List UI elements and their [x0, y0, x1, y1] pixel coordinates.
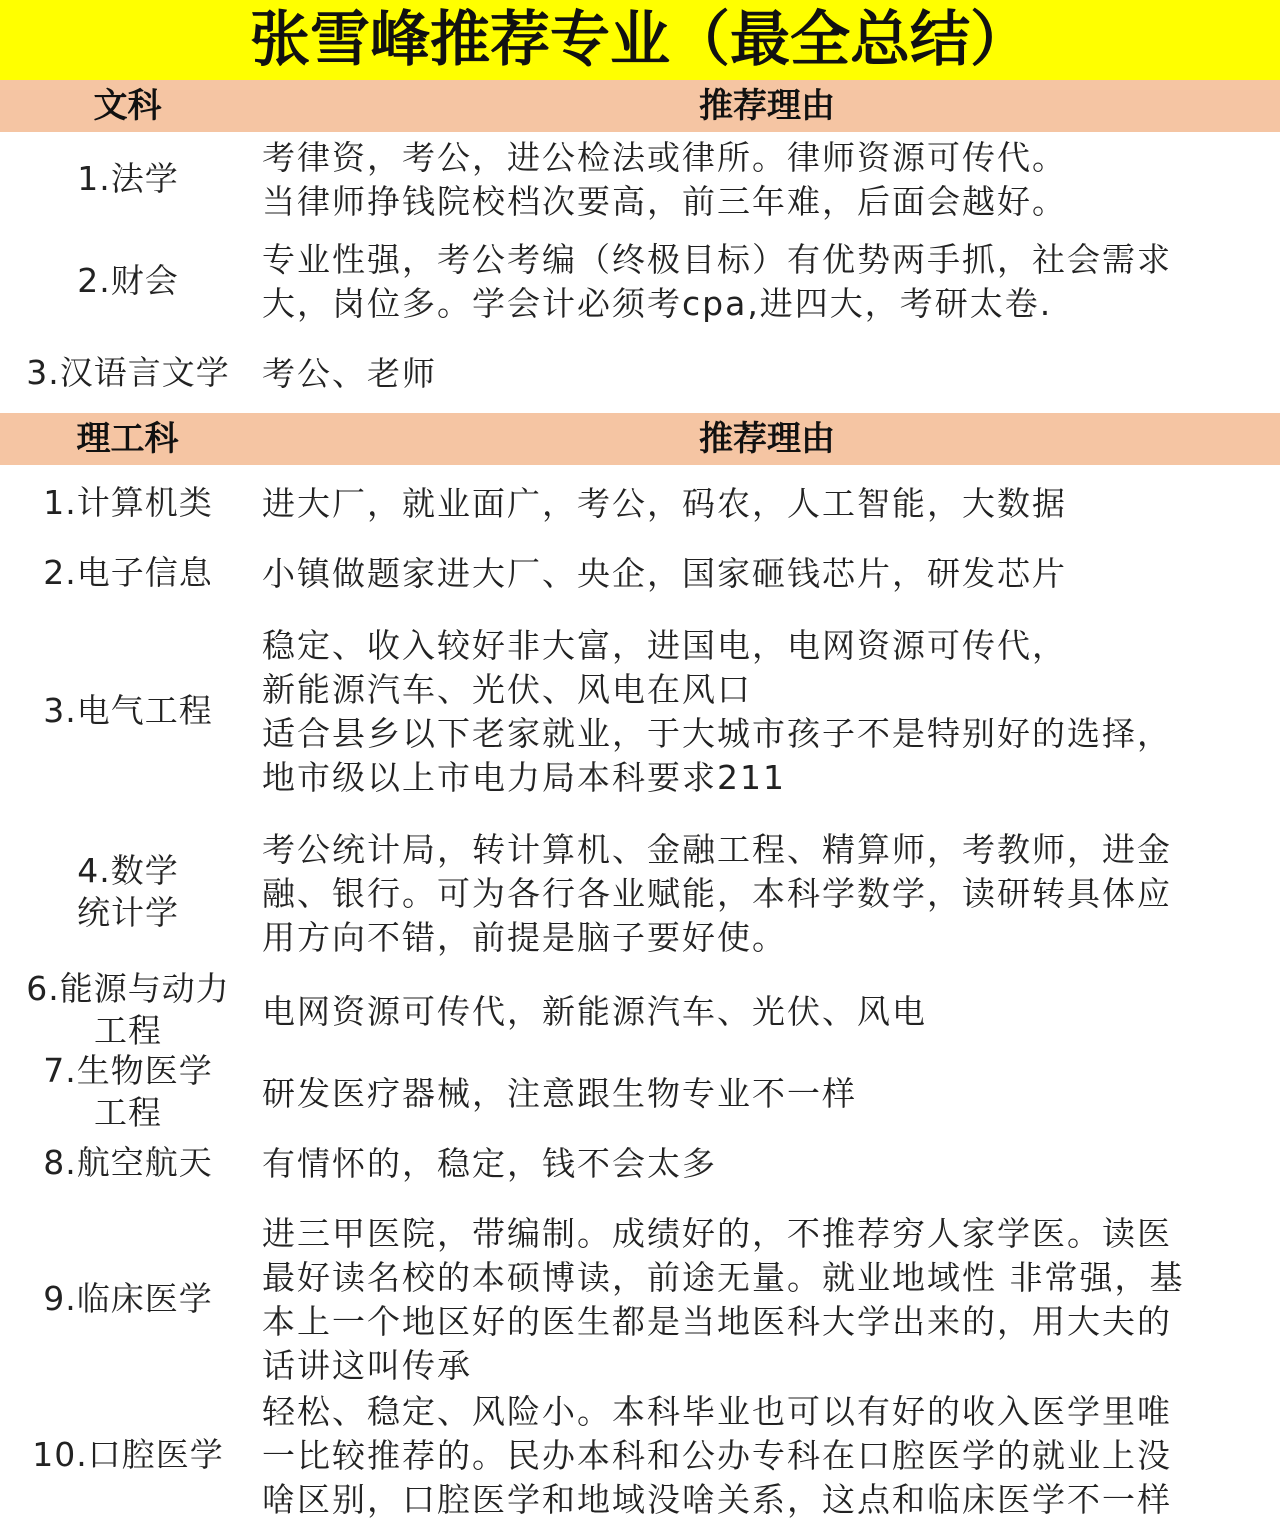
major-reason: 小镇做题家进大厂、央企，国家砸钱芯片，研发芯片: [262, 554, 1067, 593]
major-name: 10.口腔医学: [32, 1435, 224, 1474]
major-name: 3.汉语言文学: [26, 353, 230, 392]
major-reason: 考公统计局，转计算机、金融工程、精算师，考教师，进金 融、银行。可为各行各业赋能，本科学数学，读研转具体应 用方向不错，前提是脑子要好使。: [262, 830, 1172, 957]
header-reason-label: 推荐理由: [699, 419, 835, 459]
major-name: 7.生物医学 工程: [43, 1051, 213, 1132]
major-reason: 进三甲医院，带编制。成绩好的，不推荐穷人家学医。读医 最好读名校的本硕博读，前途无量。就业地域性 非常强，基 本上一个地区好的医生都是当地医科大学出来的，用大夫的 话讲这叫传承: [262, 1214, 1185, 1385]
major-name: 4.数学 统计学: [77, 851, 179, 932]
section-header-arts: [0, 80, 1280, 132]
major-reason: 轻松、稳定、风险小。本科毕业也可以有好的收入医学里唯 一比较推荐的。民办本科和公办专科在口腔医学的就业上没 啥区别，口腔医学和地域没啥关系，这点和临床医学不一样: [262, 1392, 1172, 1519]
major-name: 1.计算机类: [43, 483, 213, 522]
header-major-label: 理工科: [76, 419, 179, 459]
major-name: 8.航空航天: [43, 1143, 213, 1182]
major-name: 2.电子信息: [43, 553, 213, 592]
section-header-science: [0, 413, 1280, 465]
major-name: 2.财会: [77, 261, 179, 300]
major-name: 6.能源与动力 工程: [26, 969, 230, 1050]
major-reason: 考律资，考公，进公检法或律所。律师资源可传代。 当律师挣钱院校档次要高，前三年难，后面会越好。: [262, 138, 1067, 221]
header-major-label: 文科: [93, 86, 162, 126]
header-reason-label: 推荐理由: [699, 86, 835, 126]
major-reason: 研发医疗器械，注意跟生物专业不一样: [262, 1074, 857, 1113]
major-reason: 进大厂，就业面广，考公，码农，人工智能，大数据: [262, 484, 1067, 523]
major-name: 9.临床医学: [43, 1279, 213, 1318]
major-reason: 电网资源可传代，新能源汽车、光伏、风电: [262, 992, 927, 1031]
page-title: 张雪峰推荐专业（最全总结）: [0, 0, 1280, 80]
major-name: 3.电气工程: [43, 691, 213, 730]
major-reason: 稳定、收入较好非大富，进国电，电网资源可传代， 新能源汽车、光伏、风电在风口 适合县乡以下老家就业，于大城市孩子不是特别好的选择， 地市级以上市电力局本科要求211: [262, 626, 1172, 797]
major-reason: 专业性强，考公考编（终极目标）有优势两手抓，社会需求 大，岗位多。学会计必须考cpa,进四大，考研太卷.: [262, 240, 1172, 323]
major-reason: 有情怀的，稳定，钱不会太多: [262, 1144, 717, 1183]
major-name: 1.法学: [77, 159, 179, 198]
major-reason: 考公、老师: [262, 354, 437, 393]
